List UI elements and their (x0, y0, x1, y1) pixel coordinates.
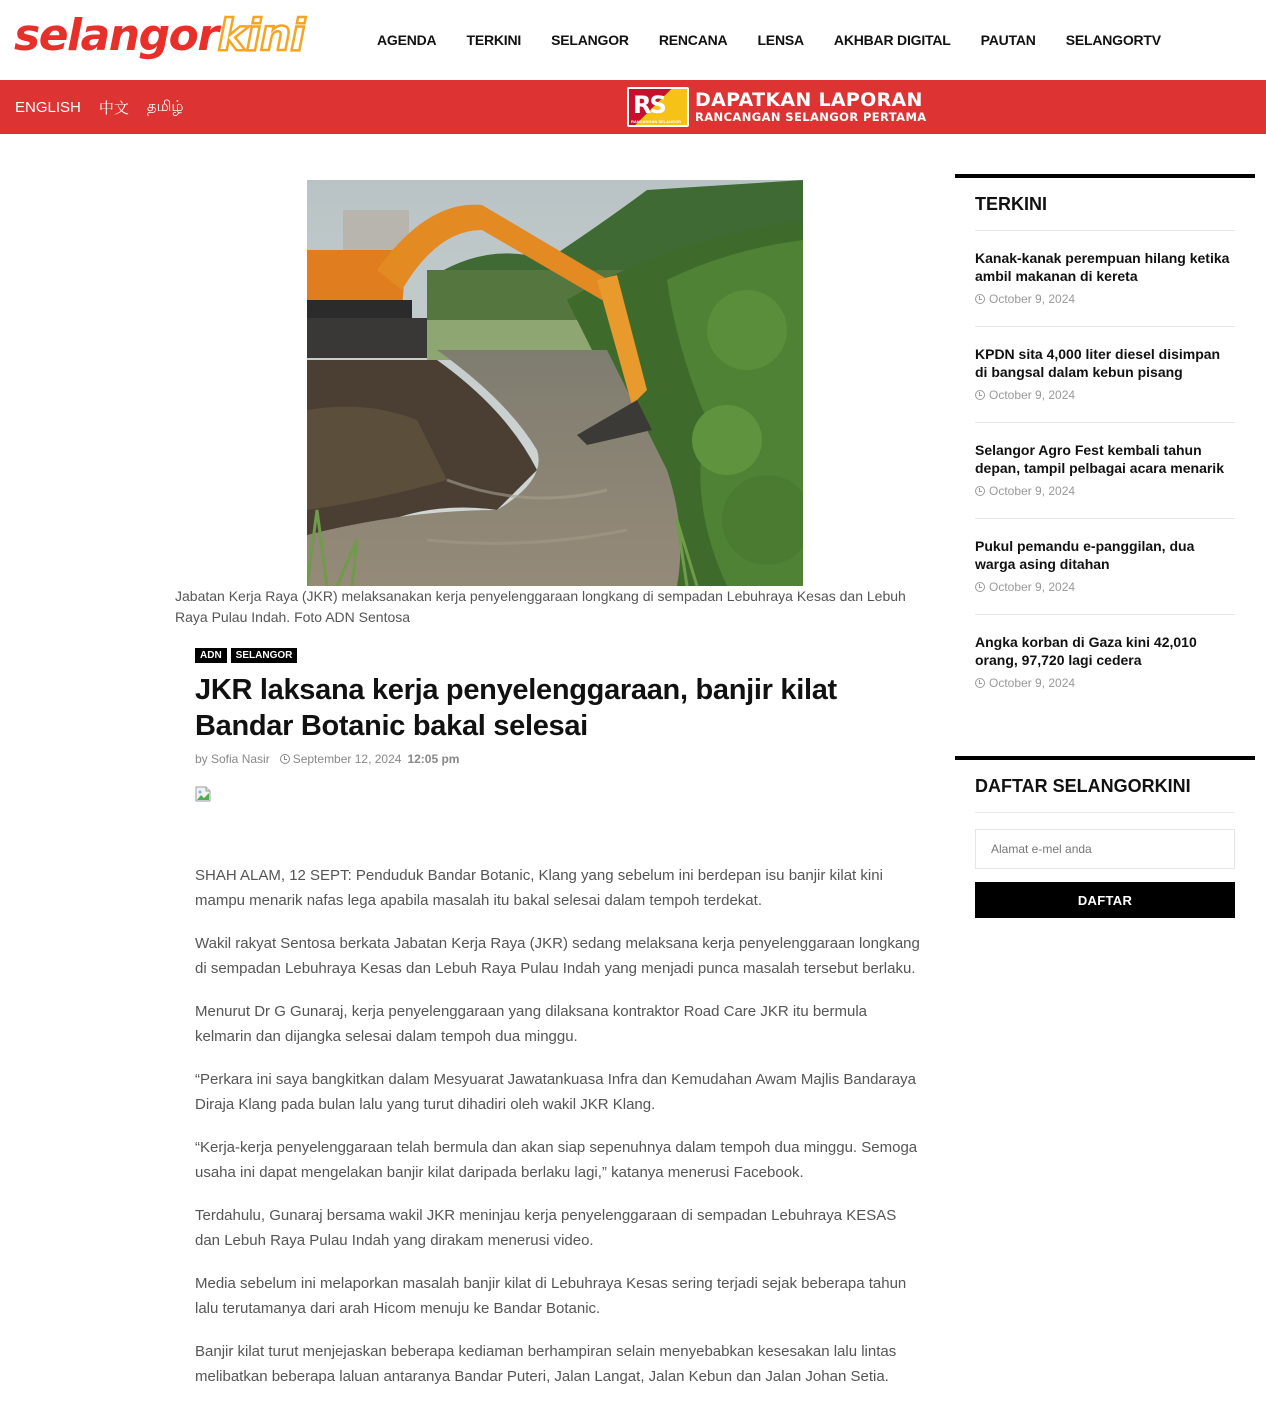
clock-icon (975, 294, 985, 304)
paragraph: Banjir kilat turut menjejaskan beberapa kediaman berhampiran selain menyebabkan kesesakan lalu lintas melibatkan beberapa laluan antaranya Bandar Puteri, Jalan Langat, Jalan Kebun dan Jalan Johan Setia. (195, 1343, 897, 1385)
lang-english[interactable]: ENGLISH (15, 98, 81, 116)
site-logo[interactable] (14, 6, 304, 66)
clock-icon (975, 486, 985, 496)
nav-terkini[interactable]: TERKINI (466, 32, 522, 48)
banner-line1: DAPATKAN LAPORAN (695, 88, 923, 111)
rs1-logo-icon: RS RANCANGAN SELANGOR (627, 87, 689, 127)
image-caption: Jabatan Kerja Raya (JKR) melaksanakan kerja penyelenggaraan longkang di sempadan Lebuhraya Kesas dan Lebuh Raya Pulau Indah. Foto ADN Sentosa (175, 588, 906, 625)
nav-pautan[interactable]: PAUTAN (980, 32, 1036, 48)
post-date: October 9, 2024 (989, 484, 1076, 498)
sidebar-post (975, 615, 1235, 710)
sidebar-post-link[interactable]: Pukul pemandu e-panggilan, dua warga asing ditahan (975, 538, 1195, 572)
article-meta (195, 752, 459, 766)
subscribe-button[interactable]: DAFTAR (975, 882, 1235, 918)
nav-selangor[interactable]: SELANGOR (551, 32, 629, 48)
clock-icon (280, 754, 290, 764)
clock-icon (975, 390, 985, 400)
sidebar-post (975, 231, 1235, 327)
paragraph: “Kerja-kerja penyelenggaraan telah bermula dan akan siap sepenuhnya dalam tempoh dua minggu. Semoga usaha ini dapat mengelakan banjir kilat daripada berlaku lagi,” katanya menerusi Facebook. (195, 1139, 918, 1181)
post-date: October 9, 2024 (989, 676, 1076, 690)
post-date: October 9, 2024 (989, 580, 1076, 594)
main-nav (362, 0, 1176, 80)
banner-line2: RANCANGAN SELANGOR PERTAMA (695, 109, 927, 124)
paragraph: Media sebelum ini melaporkan masalah banjir kilat di Lebuhraya Kesas sering terjadi sejak beberapa tahun lalu terutamanya dari arah Hicom menuju ke Bandar Botanic. (195, 1275, 907, 1317)
article-title: JKR laksana kerja penyelenggaraan, banjir kilat Bandar Botanic bakal selesai (195, 674, 837, 742)
publish-time: 12:05 pm (407, 752, 460, 766)
divider (975, 812, 1235, 813)
sidebar-post-link[interactable]: Kanak-kanak perempuan hilang ketika ambil makanan di kereta (975, 250, 1230, 284)
publish-date: September 12, 2024 (292, 752, 402, 766)
paragraph: Menurut Dr G Gunaraj, kerja penyelenggaraan yang dilaksana kontraktor Road Care JKR itu bermula kelmarin dan dijangka selesai dalam tempoh dua minggu. (195, 1003, 868, 1045)
sidebar-post (975, 519, 1235, 615)
nav-akhbar-digital[interactable]: AKHBAR DIGITAL (833, 32, 951, 48)
terkini-widget (955, 174, 1255, 710)
category-tags (195, 648, 297, 663)
logo-text-selangor: selangor (14, 10, 218, 61)
widget-title-terkini: TERKINI (975, 193, 1047, 214)
site-header (0, 0, 1266, 80)
sidebar-post-link[interactable]: KPDN sita 4,000 liter diesel disimpan di bangsal dalam kebun pisang (975, 346, 1221, 380)
article-body (195, 863, 920, 1407)
widget-title-newsletter: DAFTAR SELANGORKINI (975, 775, 1191, 796)
sidebar-post (975, 423, 1235, 519)
lang-tamil[interactable]: தமிழ் (146, 97, 184, 115)
clock-icon (975, 582, 985, 592)
paragraph: Terdahulu, Gunaraj bersama wakil JKR meninjau kerja penyelenggaraan di sempadan Lebuhraya KESAS dan Lebuh Raya Pulau Indah yang dirakam menerusi video. (195, 1207, 897, 1249)
clock-icon (975, 678, 985, 688)
sidebar-post-link[interactable]: Angka korban di Gaza kini 42,010 orang, 97,720 lagi cedera (975, 634, 1197, 668)
post-date: October 9, 2024 (989, 388, 1076, 402)
lang-chinese[interactable]: 中文 (98, 99, 129, 117)
nav-lensa[interactable]: LENSA (757, 32, 804, 48)
rs1-report-banner[interactable] (627, 87, 927, 127)
paragraph: “Perkara ini saya bangkitkan dalam Mesyuarat Jawatankuasa Infra dan Kemudahan Awam Majlis Bandaraya Diraja Klang pada bulan lalu yang turut dihadiri oleh wakil JKR Klang. (195, 1071, 916, 1113)
category-tag-adn[interactable]: ADN (195, 648, 227, 663)
logo-text-kini: kini (217, 10, 305, 61)
featured-image (307, 180, 803, 586)
language-banner-bar (0, 80, 1266, 134)
post-date: October 9, 2024 (989, 292, 1076, 306)
nav-selangortv[interactable]: SELANGORTV (1065, 32, 1161, 48)
language-switcher (15, 80, 183, 134)
paragraph: Wakil rakyat Sentosa berkata Jabatan Kerja Raya (JKR) sedang melaksana kerja penyelenggaraan longkang di sempadan Lebuhraya Kesas dan Lebuh Raya Pulau Indah yang menjadi punca masalah tersebut berlaku. (195, 935, 920, 977)
broken-image-icon (195, 786, 211, 802)
nav-agenda[interactable]: AGENDA (377, 32, 437, 48)
sidebar-post-link[interactable]: Selangor Agro Fest kembali tahun depan, tampil pelbagai acara menarik (975, 442, 1224, 476)
nav-rencana[interactable]: RENCANA (658, 32, 728, 48)
newsletter-widget (955, 756, 1255, 918)
email-input[interactable] (975, 829, 1235, 869)
category-tag-selangor[interactable]: SELANGOR (231, 648, 298, 663)
author-link[interactable]: by Sofia Nasir (195, 752, 270, 766)
sidebar-post (975, 327, 1235, 423)
paragraph: SHAH ALAM, 12 SEPT: Penduduk Bandar Botanic, Klang yang sebelum ini berdepan isu banjir kilat kini mampu menarik nafas lega apabila masalah itu bakal selesai dalam tempoh terdekat. (195, 867, 883, 909)
